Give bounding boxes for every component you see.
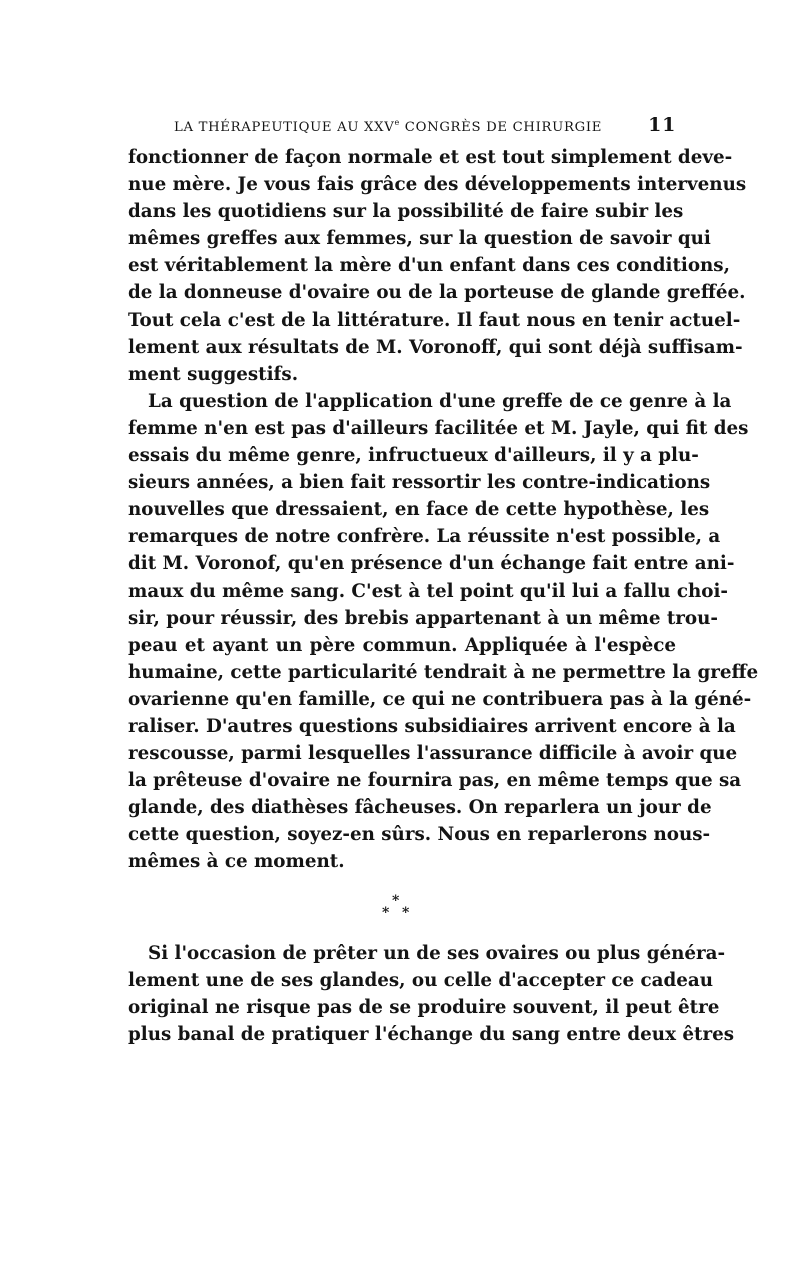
text-line: rescousse, parmi lesquelles l'assurance difficile à avoir que	[128, 743, 738, 765]
page-number: 11	[648, 114, 676, 136]
text-line: maux du même sang. C'est à tel point qu'il lui a fallu choi-	[128, 580, 729, 602]
paragraph-2	[128, 388, 759, 876]
running-title-main: LA THÉRAPEUTIQUE AU XXV	[174, 120, 395, 135]
text-line: original ne risque pas de se produire souvent, il peut être	[128, 996, 720, 1018]
text-line: sieurs années, a bien fait ressortir les contre-indications	[128, 472, 711, 494]
text-line: mêmes greffes aux femmes, sur la question de savoir qui	[128, 228, 711, 250]
text-line: femme n'en est pas d'ailleurs facilitée et M. Jayle, qui fit des	[128, 417, 749, 439]
text-line: sir, pour réussir, des brebis appartenant à un même trou-	[128, 607, 718, 629]
asterisk-icon: *	[392, 892, 400, 909]
text-line: La question de l'application d'une greffe de ce genre à la	[148, 390, 732, 412]
text-line: mêmes à ce moment.	[128, 851, 345, 873]
running-title	[174, 118, 602, 135]
text-line: Si l'occasion de prêter un de ses ovaires ou plus généra-	[148, 942, 726, 964]
text-line: ment suggestifs.	[128, 363, 299, 385]
text-line: raliser. D'autres questions subsidiaires arrivent encore à la	[128, 715, 736, 737]
text-line: est véritablement la mère d'un enfant dans ces conditions,	[128, 255, 730, 277]
text-line: ovarienne qu'en famille, ce qui ne contribuera pas à la géné-	[128, 688, 752, 710]
text-line: cette question, soyez-en sûrs. Nous en reparlerons nous-	[128, 824, 711, 846]
running-header	[128, 112, 676, 144]
asterisk-icon: *	[402, 904, 410, 921]
text-line: remarques de notre confrère. La réussite n'est possible, a	[128, 526, 721, 548]
text-line: glande, des diathèses fâcheuses. On reparlera un jour de	[128, 797, 712, 819]
text-line: lement une de ses glandes, ou celle d'accepter ce cadeau	[128, 969, 714, 991]
text-line: la prêteuse d'ovaire ne fournira pas, en même temps que sa	[128, 770, 742, 792]
running-title-rest: CONGRÈS DE CHIRURGIE	[399, 120, 603, 135]
text-line: dans les quotidiens sur la possibilité de faire subir les	[128, 201, 684, 223]
paragraph-1	[128, 144, 747, 388]
text-line: essais du même genre, infructueux d'ailleurs, il y a plu-	[128, 445, 699, 467]
text-line: Tout cela c'est de la littérature. Il faut nous en tenir actuel-	[128, 309, 741, 331]
text-line: peau et ayant un père commun. Appliquée à l'espèce	[128, 634, 676, 656]
book-page	[128, 112, 759, 1048]
text-line: nue mère. Je vous fais grâce des développements intervenus	[128, 174, 747, 196]
text-line: lement aux résultats de M. Voronoff, qui sont déjà suffisam-	[128, 336, 743, 358]
paragraph-3	[128, 940, 734, 1048]
text-line: fonctionner de façon normale et est tout simplement deve-	[128, 147, 733, 168]
text-line: de la donneuse d'ovaire ou de la porteuse de glande greffée.	[128, 282, 746, 304]
text-line: plus banal de pratiquer l'échange du sang entre deux êtres	[128, 1023, 734, 1045]
text-line: humaine, cette particularité tendrait à ne permettre la greffe	[128, 661, 759, 683]
asterisk-icon: *	[382, 904, 390, 921]
text-line: nouvelles que dressaient, en face de cette hypothèse, les	[128, 499, 710, 521]
body-text	[128, 144, 759, 1048]
text-line: dit M. Voronof, qu'en présence d'un échange fait entre ani-	[128, 553, 735, 575]
running-title-superscript: e	[394, 118, 400, 127]
section-break-asterism	[128, 876, 676, 940]
